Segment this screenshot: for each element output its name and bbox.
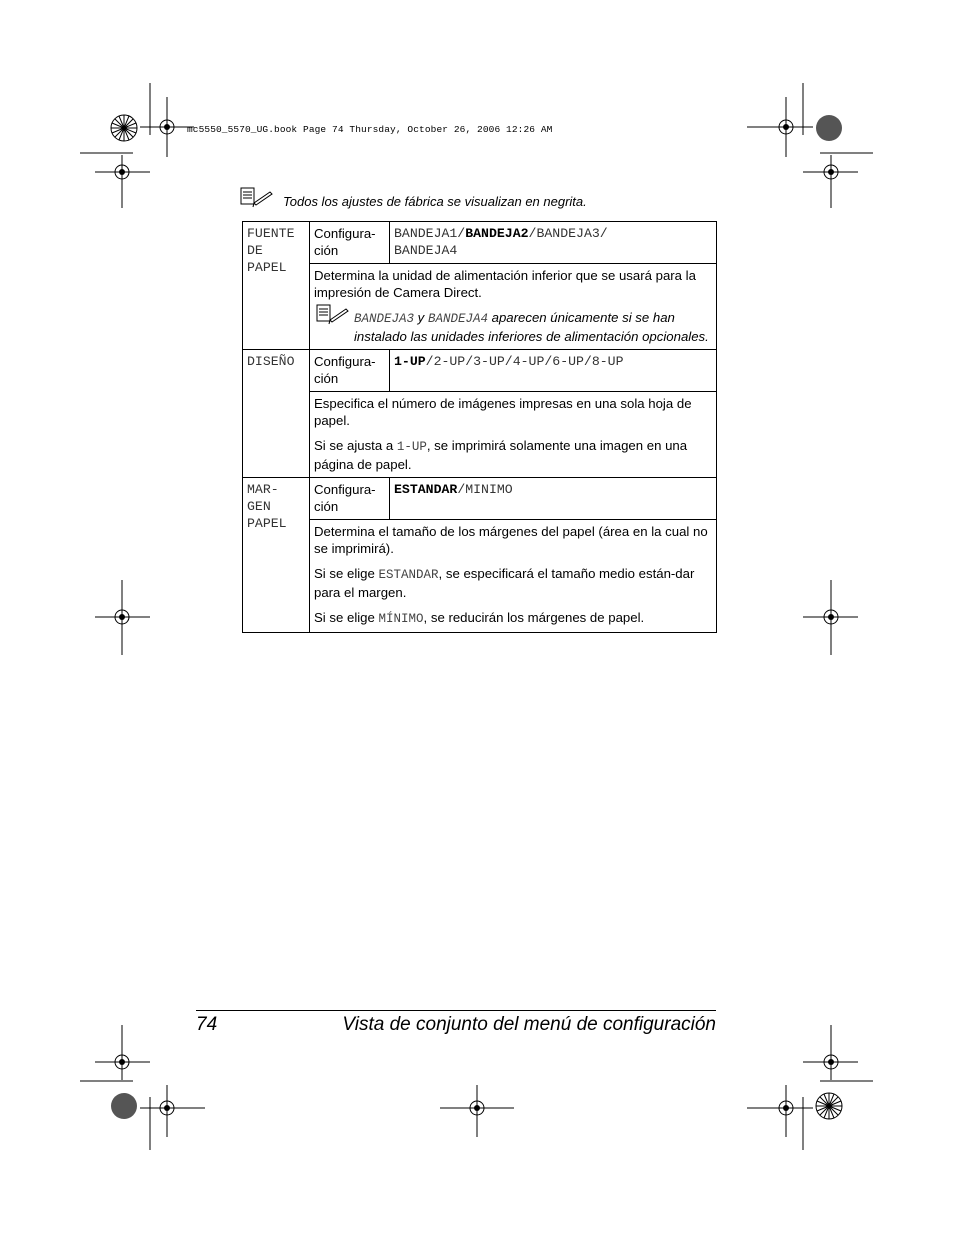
note-code: BANDEJA4: [427, 312, 488, 326]
table-row: [243, 520, 717, 633]
config-label-line: ción: [314, 371, 339, 386]
description-text: [314, 609, 712, 628]
config-label-cell: [310, 350, 390, 392]
footer-rule: [196, 1010, 716, 1011]
setting-name-cell: [243, 350, 310, 478]
description-text: [314, 565, 712, 601]
config-value-cell: [390, 222, 717, 264]
page-number: 74: [196, 1014, 218, 1035]
description-code: ESTANDAR: [378, 568, 439, 582]
inner-note: [314, 309, 712, 345]
config-label-line: Configura-: [314, 482, 376, 497]
setting-name-line: GEN: [247, 499, 271, 514]
config-label-line: ción: [314, 243, 339, 258]
settings-table: [242, 221, 717, 633]
description-cell: [310, 520, 717, 633]
description-code: MÍNIMO: [378, 612, 424, 626]
description-text: Determina el tamaño de los márgenes del papel (área en la cual no se imprimirá).: [314, 524, 708, 556]
description-part: , se reducirán los márgenes de papel.: [423, 610, 645, 625]
config-label-cell: [310, 222, 390, 264]
description-text: Determina la unidad de alimentación inferior que se usará para la impresión de Camera Direct.: [314, 268, 696, 300]
setting-name-line: DE: [247, 243, 263, 258]
table-row: [243, 478, 717, 520]
setting-name-line: PAPEL: [247, 516, 287, 531]
setting-name-line: MAR-: [247, 482, 279, 497]
description-text: [314, 437, 712, 473]
value-default: ESTANDAR: [394, 482, 458, 497]
value-default: BANDEJA2: [465, 226, 529, 241]
description-code: 1-UP: [396, 440, 427, 454]
value-option: BANDEJA4: [394, 243, 458, 258]
description-cell: [310, 392, 717, 478]
description-part: , se imprimirá solamente una imagen en una página de papel.: [314, 438, 688, 472]
description-part: Si se elige: [314, 610, 379, 625]
note-text: y: [414, 310, 428, 325]
note-pencil-icon: [240, 186, 274, 208]
config-label-cell: [310, 478, 390, 520]
value-option: BANDEJA1/: [394, 226, 466, 241]
setting-name-line: DISEÑO: [247, 354, 295, 369]
chapter-title: Vista de conjunto del menú de configuración: [342, 1014, 716, 1035]
setting-name-cell: [243, 478, 310, 633]
config-label-line: Configura-: [314, 354, 376, 369]
description-part: Si se elige: [314, 566, 379, 581]
table-row: [243, 222, 717, 264]
note-code: BANDEJA3: [354, 312, 415, 326]
description-part: , se especificará el tamaño medio están-dar para el margen.: [314, 566, 695, 600]
value-option: /BANDEJA3/: [528, 226, 608, 241]
config-label-line: ción: [314, 499, 339, 514]
value-default: 1-UP: [394, 354, 426, 369]
value-option: /2-UP/3-UP/4-UP/6-UP/8-UP: [425, 354, 624, 369]
top-note-text: Todos los ajustes de fábrica se visualizan en negrita.: [283, 194, 587, 209]
config-label-line: Configura-: [314, 226, 376, 241]
setting-name-cell: [243, 222, 310, 350]
note-pencil-icon: [316, 303, 350, 325]
description-cell: [310, 264, 717, 350]
value-option: /MINIMO: [457, 482, 513, 497]
setting-name-line: FUENTE: [247, 226, 295, 241]
setting-name-line: PAPEL: [247, 260, 287, 275]
config-value-cell: [390, 478, 717, 520]
table-row: [243, 392, 717, 478]
config-value-cell: [390, 350, 717, 392]
book-file-header: mc5550_5570_UG.book Page 74 Thursday, October 26, 2006 12:26 AM: [187, 124, 553, 135]
description-part: Si se ajusta a: [314, 438, 397, 453]
note-text: aparecen únicamente si se han instalado las unidades inferiores de alimentación opcionales.: [354, 310, 709, 344]
table-row: [243, 264, 717, 350]
description-text: Especifica el número de imágenes impresas en una sola hoja de papel.: [314, 396, 692, 428]
table-row: [243, 350, 717, 392]
